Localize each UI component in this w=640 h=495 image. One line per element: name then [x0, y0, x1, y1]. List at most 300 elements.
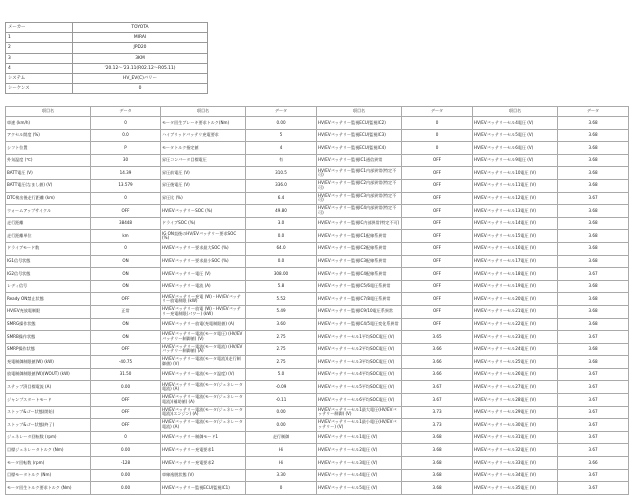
item-value-cell: 3.68: [402, 431, 473, 444]
table-row: [6, 179, 629, 192]
item-name-cell: HV/EVバッテリー監視IC内部異常(特定不可): [317, 217, 402, 230]
item-value-cell: 3.68: [558, 117, 629, 130]
item-name-cell: HV/EVバッテリーセル20電圧 (V): [473, 293, 558, 306]
item-value-cell: ON: [91, 280, 161, 293]
table-row: [6, 268, 629, 281]
item-name-cell: HV/EVバッテリーセル16電圧 (V): [473, 242, 558, 255]
item-value-cell: 3.67: [558, 406, 629, 419]
item-name-cell: HV/EVバッテリー監視IC3内部異常(特定不可): [317, 192, 402, 205]
item-value-cell: 3.68: [558, 179, 629, 192]
item-value-cell: 3.68: [558, 242, 629, 255]
table-row: [6, 142, 629, 155]
item-value-cell: 3.67: [558, 268, 629, 281]
item-name-cell: 外気温度 (℃): [6, 154, 91, 167]
item-value-cell: 0: [402, 129, 473, 142]
table-header-row: [6, 107, 629, 117]
item-name-cell: HV/EVバッテリー要求最大SOC (%): [161, 242, 246, 255]
column-header-item: 項目名: [161, 107, 246, 117]
item-value-cell: 3.65: [402, 331, 473, 344]
item-name-cell: HV/EVバッテリーセル21電圧 (V): [473, 305, 558, 318]
item-name-cell: HV/EVバッテリーセル1平均SOC電圧 (V): [317, 331, 402, 344]
item-value-cell: 3.60: [246, 318, 317, 331]
item-value-cell: 3.67: [558, 482, 629, 495]
item-name-cell: 放電制御制限値(W)(WOUT) (kW): [6, 368, 91, 381]
item-name-cell: HV/EVバッテリーセル2電圧 (V): [317, 444, 402, 457]
item-value-cell: 3.67: [558, 381, 629, 394]
item-value-cell: 310.5: [246, 167, 317, 180]
item-value-cell: 3.67: [402, 394, 473, 407]
item-value-cell: OFF: [402, 154, 473, 167]
vehicle-info-value: MIRAI: [73, 33, 208, 43]
item-name-cell: HV/EVバッテリー放電(充電制限値) (A): [161, 318, 246, 331]
column-header-data: データ: [402, 107, 473, 117]
item-name-cell: HV/EVバッテリーセル32電圧 (V): [473, 444, 558, 457]
item-value-cell: 308.00: [246, 268, 317, 281]
table-row: [6, 368, 629, 381]
item-value-cell: 0: [91, 192, 161, 205]
item-value-cell: 3.68: [558, 305, 629, 318]
item-value-cell: 3.73: [402, 419, 473, 432]
item-value-cell: OFF: [402, 192, 473, 205]
vehicle-info-value: TOYOTA: [73, 23, 208, 33]
table-row: [6, 318, 629, 331]
item-value-cell: 3.68: [558, 167, 629, 180]
item-value-cell: 3.68: [402, 482, 473, 495]
item-name-cell: 目標ジェネレータトルク (Nm): [6, 444, 91, 457]
item-value-cell: P: [91, 142, 161, 155]
item-name-cell: HV/EVバッテリーセル2平均SOC電圧 (V): [317, 343, 402, 356]
item-name-cell: HV/EVバッテリーセル34電圧 (V): [473, 469, 558, 482]
item-value-cell: 64.0: [246, 242, 317, 255]
item-name-cell: アクセル開度 (%): [6, 129, 91, 142]
item-value-cell: 3.68: [558, 142, 629, 155]
vehicle-info-label: 2: [6, 43, 73, 53]
item-name-cell: BATT電圧 (V): [6, 167, 91, 180]
item-value-cell: 6.4: [246, 192, 317, 205]
table-row: [6, 217, 629, 230]
item-name-cell: HV/EVバッテリーセル18電圧 (V): [473, 268, 558, 281]
vehicle-info-label: 4: [6, 63, 73, 73]
table-row: [6, 293, 629, 306]
item-value-cell: 0.0: [246, 255, 317, 268]
table-row: [6, 381, 629, 394]
item-name-cell: HV/EVバッテリー監視ECU(監視IC3): [317, 129, 402, 142]
item-name-cell: HV/EVバッテリー監視IC1通信異常: [317, 154, 402, 167]
item-name-cell: HV/EVバッテリー監視IC3配線系異常: [317, 255, 402, 268]
item-value-cell: 5: [246, 129, 317, 142]
item-name-cell: 車線逸脱状態 (V): [161, 469, 246, 482]
item-name-cell: 昇圧比 (%): [161, 192, 246, 205]
item-name-cell: HV/EVバッテリー放電 (W)・HV/EVバッテリー充電制限(パワー) (kW): [161, 305, 246, 318]
item-value-cell: ON: [91, 268, 161, 281]
item-value-cell: 3.68: [558, 205, 629, 218]
item-name-cell: HV/EVバッテリー電流(モータ/ジェネレータ電流)(補助値) (A): [161, 394, 246, 407]
item-name-cell: ステップ済目標電流 (A): [6, 381, 91, 394]
item-value-cell: -40.75: [91, 356, 161, 369]
table-row: [6, 457, 629, 470]
item-value-cell: 14.39: [91, 167, 161, 180]
item-name-cell: HV/EVバッテリー電流(モータ/ジェネレータ電流) (A): [161, 419, 246, 432]
item-name-cell: HV/EVバッテリー監視IC4配線系異常: [317, 268, 402, 281]
item-name-cell: BATT電圧(なまし値) (V): [6, 179, 91, 192]
vehicle-info-label: メーカー: [6, 23, 73, 33]
item-name-cell: HV/EVバッテリーセル30電圧 (V): [473, 419, 558, 432]
vehicle-info-value: JPD20: [73, 43, 208, 53]
item-value-cell: km: [91, 230, 161, 243]
item-value-cell: 0.0: [91, 129, 161, 142]
item-value-cell: 3.68: [558, 318, 629, 331]
table-row: [6, 154, 629, 167]
item-name-cell: ドライブモード数: [6, 242, 91, 255]
column-header-item: 項目名: [473, 107, 558, 117]
item-name-cell: HV/EV充放電制限: [6, 305, 91, 318]
item-name-cell: SMRG操作状態: [6, 318, 91, 331]
item-name-cell: HV/EVバッテリーセル5電圧 (V): [317, 482, 402, 495]
item-value-cell: 5.49: [246, 305, 317, 318]
item-name-cell: HV/EVバッテリー充電要求2: [161, 457, 246, 470]
item-name-cell: モータ回生トルク要求トルク (Nm): [6, 482, 91, 495]
item-name-cell: HV/EVバッテリー充電 (W)・HV/EVバッテリー放電制限 (kW): [161, 293, 246, 306]
item-value-cell: 13.579: [91, 179, 161, 192]
item-name-cell: HV/EVバッテリーセル3平均SOC電圧 (V): [317, 356, 402, 369]
item-value-cell: OFF: [402, 242, 473, 255]
item-value-cell: 3.68: [558, 129, 629, 142]
item-name-cell: HV/EVバッテリーセル6電圧 (V): [473, 142, 558, 155]
item-name-cell: HV/EVバッテリー監視IC9/10電圧系異常: [317, 305, 402, 318]
table-row: [6, 343, 629, 356]
item-name-cell: HV/EVバッテリーセル17電圧 (V): [473, 255, 558, 268]
item-name-cell: HV/EVバッテリー電圧 (V): [161, 268, 246, 281]
item-value-cell: 0.00: [91, 469, 161, 482]
item-value-cell: OFF: [402, 318, 473, 331]
item-name-cell: 昇圧コンバータ目標電圧: [161, 154, 246, 167]
vehicle-info-row: [6, 33, 208, 43]
item-value-cell: 38448: [91, 217, 161, 230]
item-value-cell: OFF: [91, 419, 161, 432]
item-name-cell: SMRB操作状態: [6, 331, 91, 344]
item-name-cell: 走行距離単位: [6, 230, 91, 243]
table-row: [6, 356, 629, 369]
table-row: [6, 230, 629, 243]
item-value-cell: OFF: [402, 179, 473, 192]
item-name-cell: HV/EVバッテリーSOC (%): [161, 205, 246, 218]
item-name-cell: HV/EVバッテリーセル22電圧 (V): [473, 318, 558, 331]
vehicle-info-body: [6, 23, 208, 94]
vehicle-info-label: システム: [6, 73, 73, 83]
table-row: [6, 331, 629, 344]
item-value-cell: 5.52: [246, 293, 317, 306]
item-value-cell: OFF: [91, 394, 161, 407]
item-value-cell: OFF: [91, 293, 161, 306]
item-value-cell: 3.68: [402, 457, 473, 470]
item-value-cell: 31.50: [91, 368, 161, 381]
item-name-cell: 目標モータトルク (Nm): [6, 469, 91, 482]
item-name-cell: HV/EVバッテリー電流 (A): [161, 280, 246, 293]
item-name-cell: HV/EVバッテリーセル12電圧 (V): [473, 192, 558, 205]
item-name-cell: HV/EVバッテリーセル4電圧 (V): [317, 469, 402, 482]
item-name-cell: HV/EVバッテリーセル31電圧 (V): [473, 431, 558, 444]
item-value-cell: OFF: [402, 255, 473, 268]
item-value-cell: 0.00: [91, 482, 161, 495]
item-value-cell: 30: [91, 154, 161, 167]
item-name-cell: HV/EVバッテリー電流(モータ/ジェネレータ電流)(エンジン) (A): [161, 406, 246, 419]
table-row: [6, 192, 629, 205]
item-value-cell: 3.67: [558, 331, 629, 344]
item-value-cell: 3.67: [402, 381, 473, 394]
item-value-cell: -128: [91, 457, 161, 470]
item-value-cell: 5.0: [246, 368, 317, 381]
item-value-cell: 0.0: [246, 230, 317, 243]
item-name-cell: HV/EVバッテリーセル28電圧 (V): [473, 394, 558, 407]
item-name-cell: DTC検出後走行距離 (km): [6, 192, 91, 205]
item-name-cell: 充電制御制限値(W) (kW): [6, 356, 91, 369]
table-row: [6, 419, 629, 432]
item-value-cell: 3.68: [558, 280, 629, 293]
vehicle-info-value: '20.12〜'23.11(R02.12〜R05.11): [73, 63, 208, 73]
item-name-cell: モータ回転数 (rpm): [6, 457, 91, 470]
item-value-cell: 3.66: [402, 368, 473, 381]
item-name-cell: HV/EVバッテリーセル13電圧 (V): [473, 205, 558, 218]
item-name-cell: モータトルク指定値: [161, 142, 246, 155]
column-header-data: データ: [246, 107, 317, 117]
item-value-cell: 正常: [91, 305, 161, 318]
item-name-cell: HV/EVバッテリー充電要求1: [161, 444, 246, 457]
item-value-cell: 3.68: [558, 217, 629, 230]
item-name-cell: HV/EVバッテリーセル15電圧 (V): [473, 230, 558, 243]
item-name-cell: HV/EVバッテリーセル25電圧 (V): [473, 356, 558, 369]
item-name-cell: SMRP操作状態: [6, 343, 91, 356]
vehicle-info-label: 3: [6, 53, 73, 63]
table-row: [6, 431, 629, 444]
column-header-data: データ: [91, 107, 161, 117]
item-name-cell: HV/EVバッテリー制御モード1: [161, 431, 246, 444]
live-data-table: [5, 106, 629, 495]
item-name-cell: ジェネレータ回転数 (rpm): [6, 431, 91, 444]
item-name-cell: HV/EVバッテリーセル33電圧 (V): [473, 457, 558, 470]
item-name-cell: HV/EVバッテリー電流(モータ温度) (V): [161, 368, 246, 381]
item-name-cell: ウォームアップサイクル: [6, 205, 91, 218]
item-value-cell: -0.09: [246, 381, 317, 394]
column-header-item: 項目名: [6, 107, 91, 117]
item-value-cell: 2.75: [246, 343, 317, 356]
vehicle-info-value: 3KM: [73, 53, 208, 63]
vehicle-info-label: 1: [6, 33, 73, 43]
item-name-cell: HV/EVバッテリーセル35電圧 (V): [473, 482, 558, 495]
item-value-cell: 3.68: [402, 469, 473, 482]
item-name-cell: HV/EVバッテリーセル29電圧 (V): [473, 406, 558, 419]
item-name-cell: HV/EVバッテリーセル4電圧 (V): [473, 117, 558, 130]
item-name-cell: HV/EVバッテリーセル1電圧 (V): [317, 431, 402, 444]
item-value-cell: 有: [246, 154, 317, 167]
vehicle-info-row: [6, 43, 208, 53]
item-value-cell: 3.68: [558, 230, 629, 243]
item-value-cell: 0: [402, 142, 473, 155]
item-value-cell: OFF: [91, 343, 161, 356]
item-value-cell: 3.67: [558, 469, 629, 482]
vehicle-info-row: [6, 73, 208, 83]
item-name-cell: HV/EVバッテリーセル23電圧 (V): [473, 331, 558, 344]
table-row: [6, 280, 629, 293]
item-name-cell: HV/EVバッテリーセル11電圧 (V): [473, 179, 558, 192]
item-name-cell: 昇圧後電圧 (V): [161, 179, 246, 192]
item-value-cell: 3.68: [402, 444, 473, 457]
item-value-cell: 3.67: [558, 368, 629, 381]
table-row: [6, 406, 629, 419]
vehicle-info-value: HV_EV(C)バリー: [73, 73, 208, 83]
vehicle-info-row: [6, 84, 208, 94]
item-name-cell: HV/EVバッテリーセル27電圧 (V): [473, 381, 558, 394]
item-value-cell: OFF: [402, 305, 473, 318]
item-name-cell: HV/EVバッテリー電流(モータ電流) (HV/EVバッテリー制御値) (A): [161, 343, 246, 356]
item-value-cell: OFF: [402, 217, 473, 230]
item-value-cell: Hi: [246, 444, 317, 457]
item-name-cell: HV/EVバッテリー電流(モータ電圧) (HV/EVバッテリー制御値) (V): [161, 331, 246, 344]
item-value-cell: OFF: [402, 293, 473, 306]
item-name-cell: HV/EVバッテリーセル1最大電圧(HV/EVバッテリー制御) (V): [317, 406, 402, 419]
item-name-cell: HV/EVバッテリーセル26電圧 (V): [473, 368, 558, 381]
item-name-cell: HV/EVバッテリー監視IC1配線系異常: [317, 230, 402, 243]
item-name-cell: HV/EVバッテリー監視ECU(監視IC1): [161, 482, 246, 495]
item-name-cell: HV/EVバッテリーセル10電圧 (V): [473, 167, 558, 180]
item-value-cell: 0.00: [246, 406, 317, 419]
table-row: [6, 394, 629, 407]
table-row: [6, 482, 629, 495]
item-value-cell: OFF: [402, 230, 473, 243]
item-name-cell: ドライブSOC (%): [161, 217, 246, 230]
item-name-cell: 走行距離: [6, 217, 91, 230]
live-data-body: [6, 117, 629, 495]
item-value-cell: OFF: [91, 406, 161, 419]
item-name-cell: HV/EVバッテリー監視IC4/5電圧変化系異常: [317, 318, 402, 331]
item-name-cell: HV/EVバッテリーセル5平均SOC電圧 (V): [317, 381, 402, 394]
item-name-cell: ストップ&ゴー状態(開始): [6, 406, 91, 419]
item-value-cell: 3.67: [558, 192, 629, 205]
item-name-cell: ジャンプスタートモード: [6, 394, 91, 407]
item-value-cell: 3.67: [558, 431, 629, 444]
item-value-cell: 0.00: [91, 444, 161, 457]
item-value-cell: OFF: [402, 205, 473, 218]
item-name-cell: ハイブリッドバッテリ充電要求: [161, 129, 246, 142]
item-name-cell: HV/EVバッテリー監視IC1内部異常(特定不可): [317, 167, 402, 180]
item-value-cell: 3.66: [402, 356, 473, 369]
item-name-cell: HV/EVバッテリーセル24電圧 (V): [473, 343, 558, 356]
item-name-cell: HV/EVバッテリーセル4平均SOC電圧 (V): [317, 368, 402, 381]
item-value-cell: 0: [91, 117, 161, 130]
vehicle-info-label: シーケンス: [6, 84, 73, 94]
item-value-cell: 0.00: [91, 381, 161, 394]
item-value-cell: 3.66: [402, 343, 473, 356]
item-name-cell: HV/EVバッテリーセル3電圧 (V): [317, 457, 402, 470]
item-value-cell: 3.0: [246, 217, 317, 230]
vehicle-info-row: [6, 63, 208, 73]
item-value-cell: 0: [91, 431, 161, 444]
item-name-cell: HV/EVバッテリー監視ECU(監視IC2): [317, 117, 402, 130]
item-name-cell: HV/EVバッテリー監視IC2配線系異常: [317, 242, 402, 255]
item-name-cell: HV/EVバッテリー監視IC5/6電圧系異常: [317, 280, 402, 293]
item-value-cell: 3.73: [402, 406, 473, 419]
item-value-cell: 走行制御: [246, 431, 317, 444]
item-value-cell: -0.11: [246, 394, 317, 407]
item-value-cell: ON: [91, 255, 161, 268]
item-name-cell: HV/EVバッテリー監視IC4内部異常(特定不可): [317, 205, 402, 218]
item-value-cell: 3.68: [558, 255, 629, 268]
item-value-cell: 0: [402, 117, 473, 130]
item-name-cell: 車速 (km/h): [6, 117, 91, 130]
item-name-cell: IG1信号状態: [6, 255, 91, 268]
item-name-cell: HV/EVバッテリーセル1最小電圧(HV/EVバッテリー) (V): [317, 419, 402, 432]
vehicle-info-table: [5, 22, 208, 94]
item-value-cell: 0.00: [246, 419, 317, 432]
item-value-cell: 0.00: [246, 117, 317, 130]
table-row: [6, 255, 629, 268]
item-name-cell: HV/EVバッテリーセル19電圧 (V): [473, 280, 558, 293]
table-row: [6, 305, 629, 318]
item-value-cell: 0: [91, 242, 161, 255]
item-value-cell: 3.67: [558, 419, 629, 432]
item-value-cell: 3.66: [558, 457, 629, 470]
item-value-cell: 3.68: [558, 356, 629, 369]
item-name-cell: HV/EVバッテリーセル5電圧 (V): [473, 129, 558, 142]
item-value-cell: ON: [91, 331, 161, 344]
item-value-cell: Hi: [246, 457, 317, 470]
item-value-cell: 336.0: [246, 179, 317, 192]
item-value-cell: OFF: [402, 167, 473, 180]
item-name-cell: HV/EVバッテリー監視ECU(監視IC4): [317, 142, 402, 155]
item-value-cell: 5.8: [246, 280, 317, 293]
item-value-cell: OFF: [91, 205, 161, 218]
item-name-cell: HV/EVバッテリーセル14電圧 (V): [473, 217, 558, 230]
item-value-cell: 0: [246, 482, 317, 495]
item-name-cell: 昇圧前電圧 (V): [161, 167, 246, 180]
item-value-cell: 3.68: [558, 154, 629, 167]
item-value-cell: 3.68: [558, 343, 629, 356]
item-value-cell: 49.80: [246, 205, 317, 218]
item-value-cell: 3.68: [558, 293, 629, 306]
item-name-cell: HV/EVバッテリー監視IC2内部異常(特定不可): [317, 179, 402, 192]
table-row: [6, 167, 629, 180]
item-name-cell: モータ回生ブレーキ要求トルク(Nm): [161, 117, 246, 130]
item-name-cell: HV/EVバッテリー要求最小SOC (%): [161, 255, 246, 268]
item-name-cell: HV/EVバッテリー監視IC7/8電圧系異常: [317, 293, 402, 306]
vehicle-info-row: [6, 23, 208, 33]
item-value-cell: 3.67: [558, 444, 629, 457]
item-name-cell: HV/EVバッテリー電流(モータ/ジェネレータ電流) (A): [161, 381, 246, 394]
table-row: [6, 117, 629, 130]
item-value-cell: OFF: [402, 268, 473, 281]
item-value-cell: 2.75: [246, 356, 317, 369]
item-value-cell: OFF: [402, 280, 473, 293]
vehicle-info-row: [6, 53, 208, 63]
table-row: [6, 444, 629, 457]
column-header-data: データ: [558, 107, 629, 117]
item-name-cell: シフト位置: [6, 142, 91, 155]
item-name-cell: Ready ON禁止状態: [6, 293, 91, 306]
item-name-cell: HV/EVバッテリー電流(モータ電流)(走行制御値) (V): [161, 356, 246, 369]
vehicle-info-value: 0: [73, 84, 208, 94]
table-row: [6, 242, 629, 255]
item-value-cell: 3.67: [558, 394, 629, 407]
table-row: [6, 129, 629, 142]
item-value-cell: ON: [91, 318, 161, 331]
item-name-cell: HV/EVバッテリーセル9電圧 (V): [473, 154, 558, 167]
item-value-cell: 3.30: [246, 469, 317, 482]
item-value-cell: 4: [246, 142, 317, 155]
item-value-cell: 2.75: [246, 331, 317, 344]
column-header-item: 項目名: [317, 107, 402, 117]
item-name-cell: HV/EVバッテリーセル6平均SOC電圧 (V): [317, 394, 402, 407]
item-name-cell: ストップ&ゴー状態(終了): [6, 419, 91, 432]
item-name-cell: レディ信号: [6, 280, 91, 293]
